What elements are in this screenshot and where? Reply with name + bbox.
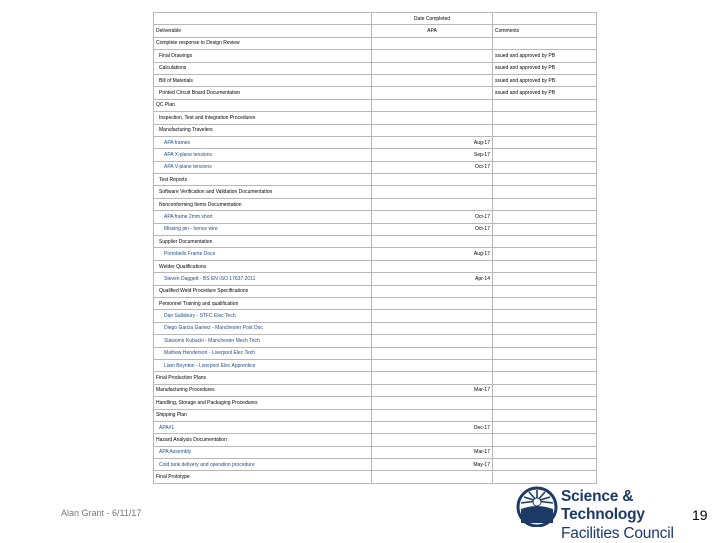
date-cell: Aug-17 [372, 248, 493, 260]
date-cell [372, 347, 493, 359]
date-cell [372, 359, 493, 371]
table-row [154, 409, 597, 421]
comment-cell [493, 459, 597, 471]
deliverables-table [153, 12, 597, 484]
deliverable-cell: APA#1 [154, 421, 372, 433]
deliverable-cell: Supplier Documentation [154, 236, 372, 248]
deliverable-cell: Final Drawings [154, 50, 372, 62]
comment-cell [493, 112, 597, 124]
table-row [154, 260, 597, 272]
comment-cell [493, 223, 597, 235]
table-row [154, 248, 597, 260]
deliverable-cell: Handling, Storage and Packaging Procedures [154, 397, 372, 409]
comment-cell [493, 149, 597, 161]
table-row [154, 186, 597, 198]
date-cell [372, 87, 493, 99]
header-comments: Comments [493, 25, 597, 37]
date-cell: Apr-14 [372, 273, 493, 285]
comment-cell [493, 359, 597, 371]
table-row [154, 87, 597, 99]
comment-cell [493, 347, 597, 359]
comment-cell [493, 273, 597, 285]
deliverable-cell: APA X-plane tensions [154, 149, 372, 161]
deliverable-cell: Diego Garcia Gamez - Manchester Post Doc [154, 322, 372, 334]
comment-cell [493, 335, 597, 347]
deliverable-cell: Final Production Plans [154, 372, 372, 384]
comment-cell [493, 434, 597, 446]
date-cell [372, 372, 493, 384]
comment-cell [493, 99, 597, 111]
date-cell: Oct-17 [372, 161, 493, 173]
date-cell: May-17 [372, 459, 493, 471]
deliverable-cell: Personnel Training and qualification [154, 297, 372, 309]
header-empty-cell [493, 13, 597, 25]
deliverable-cell: APA V-plane tensions [154, 161, 372, 173]
table-row [154, 335, 597, 347]
deliverable-cell: Hazard Analysis Documentation [154, 434, 372, 446]
table-row [154, 421, 597, 433]
date-cell: Mar-17 [372, 384, 493, 396]
date-cell [372, 409, 493, 421]
deliverable-cell: APA Assembly [154, 446, 372, 458]
table-row [154, 174, 597, 186]
comment-cell: ssued and approved by PB [493, 74, 597, 86]
deliverable-cell: Portobello Frame Docs [154, 248, 372, 260]
table-row [154, 62, 597, 74]
deliverable-cell: Missing pin - hence wire [154, 223, 372, 235]
date-cell [372, 285, 493, 297]
deliverable-cell: Welder Qualifications [154, 260, 372, 272]
table-row [154, 359, 597, 371]
table-row [154, 112, 597, 124]
comment-cell [493, 297, 597, 309]
footer-author-date: Alan Grant - 6/11/17 [61, 508, 142, 518]
table-row [154, 50, 597, 62]
date-cell: Oct-17 [372, 223, 493, 235]
table-row [154, 471, 597, 483]
deliverable-cell: Dan Salisbury - STFC Elec Tech [154, 310, 372, 322]
page-number: 19 [692, 507, 708, 523]
table-row [154, 297, 597, 309]
table-row [154, 136, 597, 148]
comment-cell [493, 421, 597, 433]
date-cell [372, 62, 493, 74]
comment-cell [493, 198, 597, 210]
table-row [154, 198, 597, 210]
deliverable-cell: Shipping Plan [154, 409, 372, 421]
table-row [154, 446, 597, 458]
date-cell [372, 186, 493, 198]
date-cell [372, 471, 493, 483]
deliverable-cell: Bill of Materials [154, 74, 372, 86]
comment-cell [493, 285, 597, 297]
date-cell [372, 397, 493, 409]
date-cell [372, 236, 493, 248]
deliverable-cell: Slawomir Kubacki - Manchester Mech Tech [154, 335, 372, 347]
comment-cell [493, 236, 597, 248]
date-cell [372, 322, 493, 334]
deliverable-cell: Test Reports [154, 174, 372, 186]
deliverable-cell: QC Plan [154, 99, 372, 111]
deliverable-cell: APA frames [154, 136, 372, 148]
comment-cell [493, 384, 597, 396]
table-row [154, 37, 597, 49]
date-cell [372, 74, 493, 86]
table-row [154, 372, 597, 384]
date-cell [372, 434, 493, 446]
date-cell: Mar-17 [372, 446, 493, 458]
comment-cell [493, 372, 597, 384]
comment-cell [493, 248, 597, 260]
table-row [154, 459, 597, 471]
deliverable-cell: Manufacturing Procedures [154, 384, 372, 396]
deliverable-cell: APA frame 2mm short [154, 211, 372, 223]
deliverable-cell: Qualified Weld Procedure Specifications [154, 285, 372, 297]
date-cell [372, 260, 493, 272]
date-cell: Aug-17 [372, 136, 493, 148]
table-row [154, 384, 597, 396]
table-row [154, 99, 597, 111]
deliverable-cell: Software Verification and Validation Documentation [154, 186, 372, 198]
table-row [154, 273, 597, 285]
deliverable-cell: Final Prototype [154, 471, 372, 483]
deliverable-cell: Mathew Henderson - Liverpool Elec Tech [154, 347, 372, 359]
comment-cell [493, 211, 597, 223]
table-row [154, 223, 597, 235]
comment-cell [493, 136, 597, 148]
deliverable-cell: Steven Daggett - BS EN ISO 17637:2011 [154, 273, 372, 285]
table-row [154, 434, 597, 446]
header-empty-cell [154, 13, 372, 25]
date-cell: Dec-17 [372, 421, 493, 433]
date-cell [372, 124, 493, 136]
comment-cell [493, 260, 597, 272]
comment-cell: ssued and approved by PB [493, 87, 597, 99]
table-row [154, 211, 597, 223]
date-cell [372, 37, 493, 49]
comment-cell [493, 322, 597, 334]
comment-cell [493, 409, 597, 421]
deliverable-cell: Nonconforming Items Documentation [154, 198, 372, 210]
comment-cell [493, 124, 597, 136]
deliverable-cell: Calculations [154, 62, 372, 74]
date-cell [372, 198, 493, 210]
comment-cell: ssued and approved by PB [493, 62, 597, 74]
logo-line-2: Facilities Council [561, 525, 674, 542]
stfc-logo-icon [515, 483, 559, 527]
date-cell [372, 297, 493, 309]
date-cell [372, 335, 493, 347]
deliverable-cell: Printed Circuit Board Documentation [154, 87, 372, 99]
deliverable-cell: Cold tank delivery and operation procedure [154, 459, 372, 471]
deliverable-cell: Complete response to Design Review [154, 37, 372, 49]
deliverable-cell: Manufacturing Travelers [154, 124, 372, 136]
deliverable-cell: Liam Boynton - Liverpool Elec Apprentice [154, 359, 372, 371]
date-cell [372, 99, 493, 111]
table-row [154, 347, 597, 359]
table-header-row-2 [154, 25, 597, 37]
header-date-completed: Date Completed [372, 13, 493, 25]
comment-cell [493, 310, 597, 322]
logo-line-1: Science & Technology [561, 488, 645, 523]
table-row [154, 310, 597, 322]
comment-cell [493, 174, 597, 186]
comment-cell [493, 471, 597, 483]
header-deliverable: Deliverable [154, 25, 372, 37]
comment-cell [493, 161, 597, 173]
table-header-row-1 [154, 13, 597, 25]
deliverable-cell: Inspection, Test and Integration Procedures [154, 112, 372, 124]
table-row [154, 285, 597, 297]
table-row [154, 397, 597, 409]
table-row [154, 236, 597, 248]
table-row [154, 149, 597, 161]
date-cell: Oct-17 [372, 211, 493, 223]
table-row [154, 322, 597, 334]
date-cell [372, 174, 493, 186]
date-cell [372, 112, 493, 124]
table-row [154, 124, 597, 136]
comment-cell [493, 446, 597, 458]
comment-cell [493, 37, 597, 49]
table-row [154, 74, 597, 86]
comment-cell: ssued and approved by PB [493, 50, 597, 62]
table-row [154, 161, 597, 173]
date-cell [372, 310, 493, 322]
date-cell [372, 50, 493, 62]
header-apa: APA [372, 25, 493, 37]
date-cell: Sep-17 [372, 149, 493, 161]
comment-cell [493, 186, 597, 198]
comment-cell [493, 397, 597, 409]
